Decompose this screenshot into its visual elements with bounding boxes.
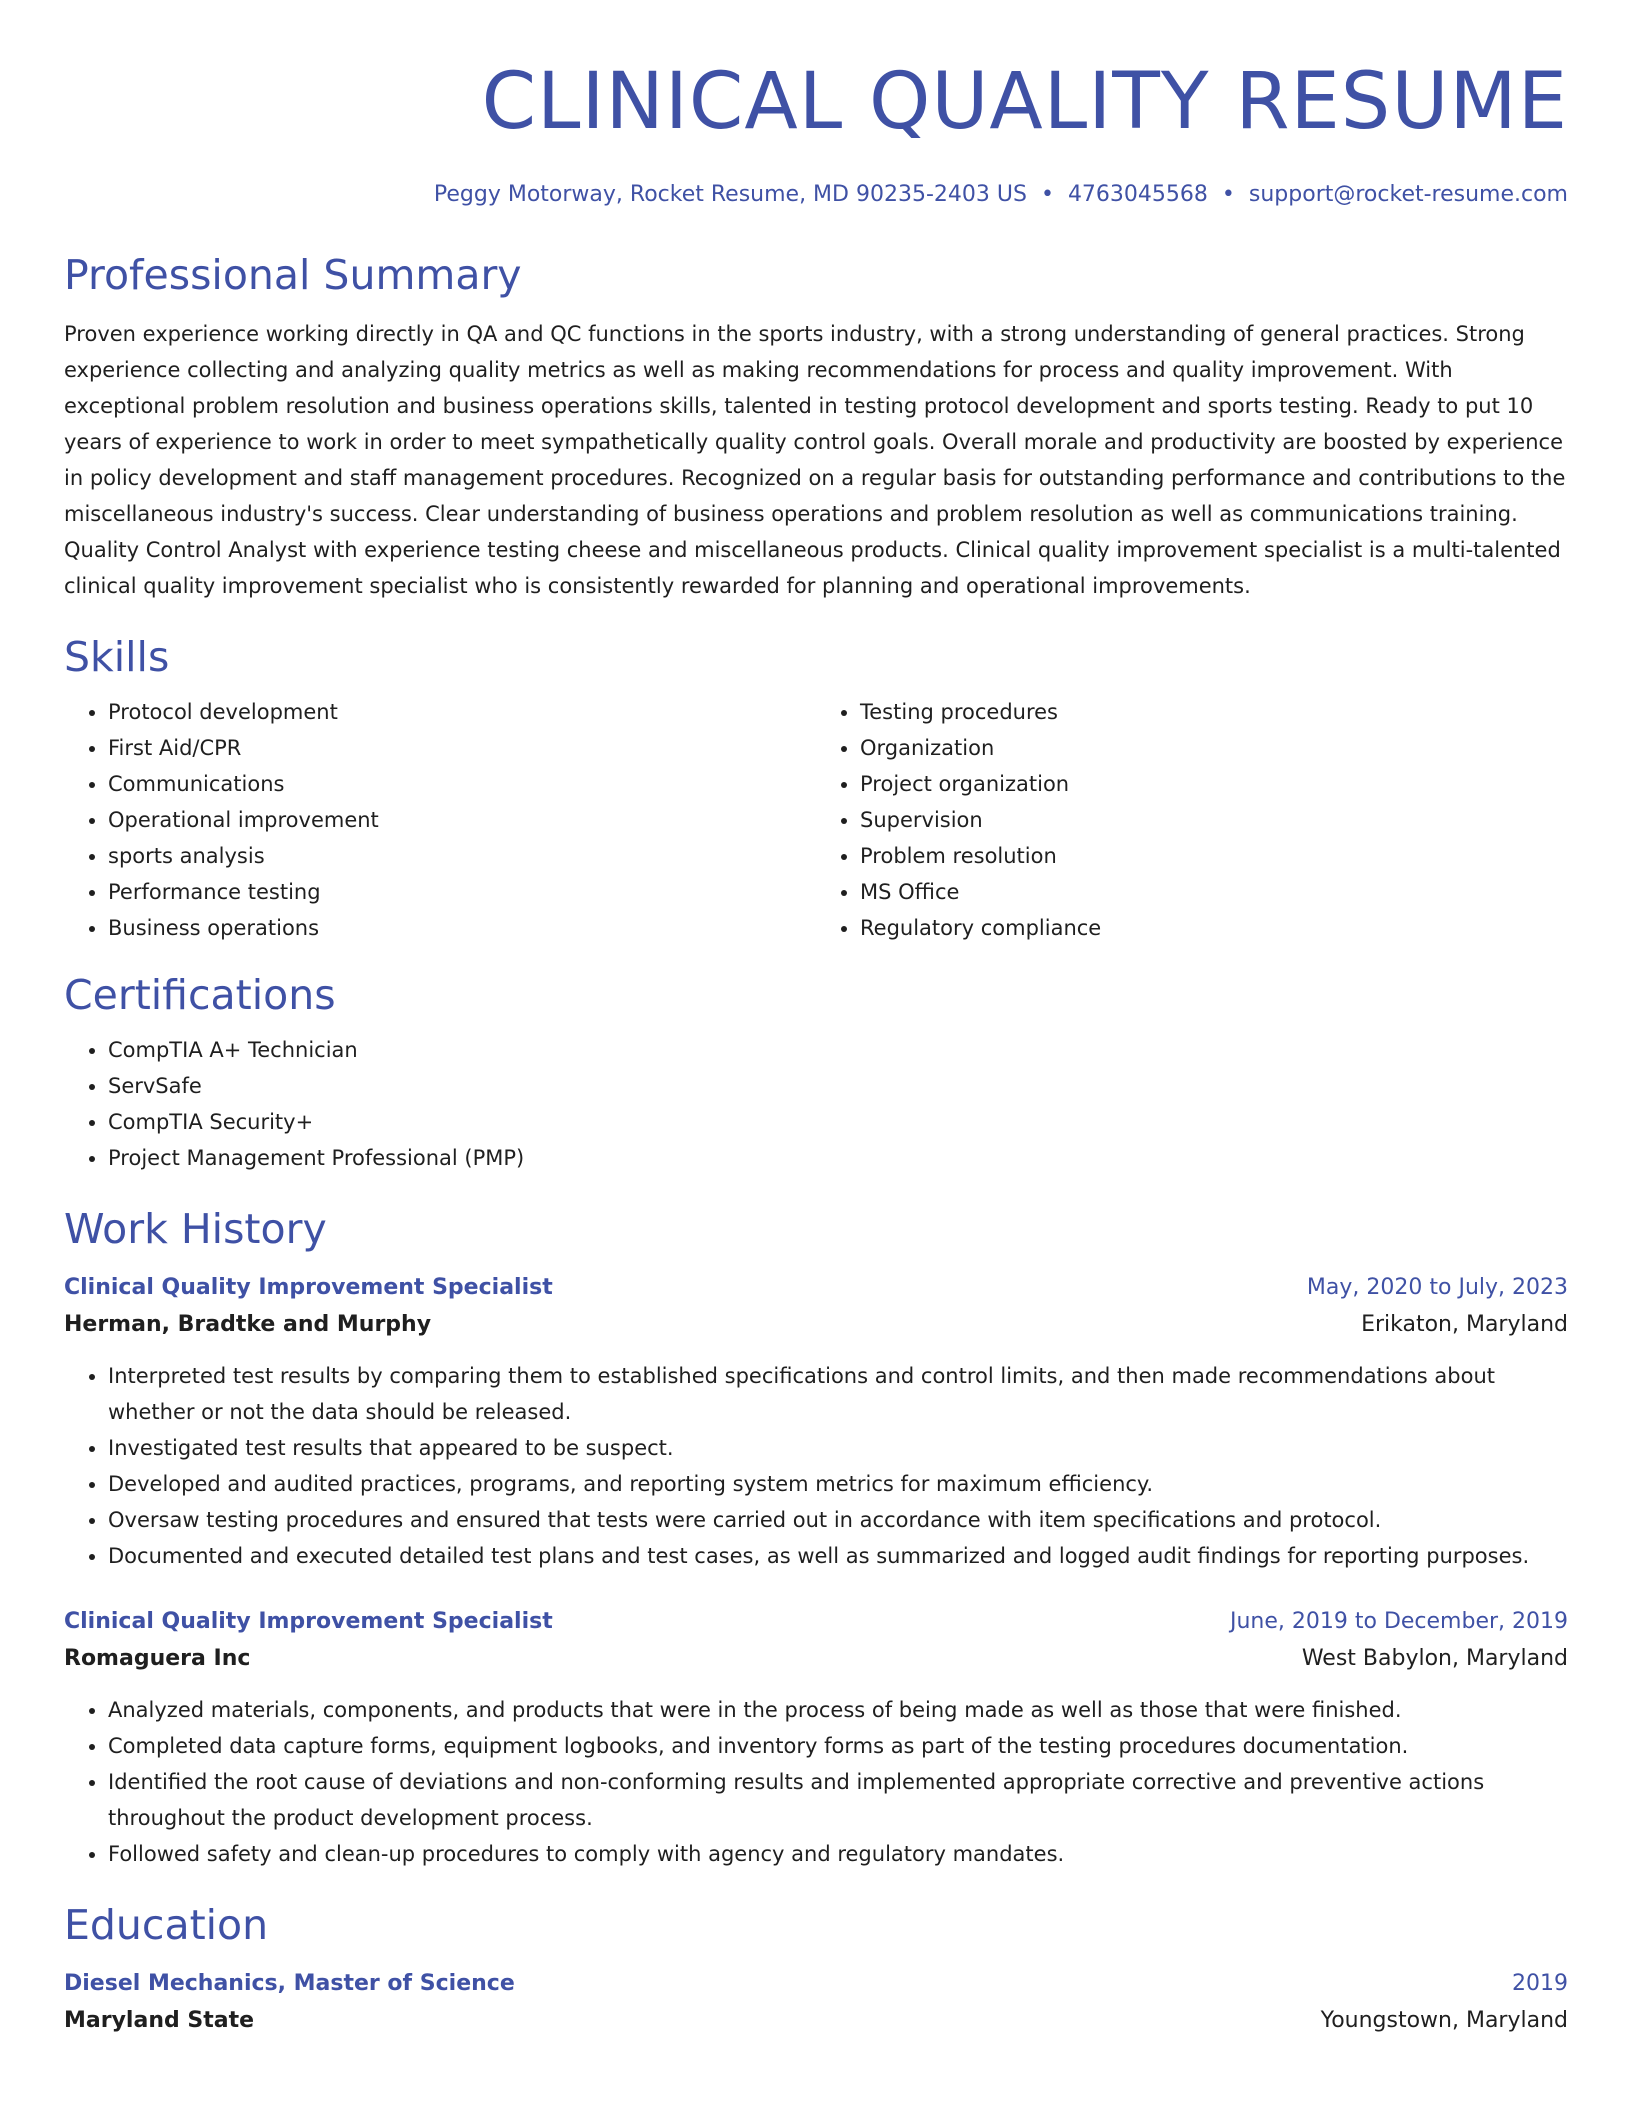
skill-item: • MS Office [860, 874, 1568, 910]
certification-item: • CompTIA Security+ [108, 1104, 1568, 1140]
skill-item: • Performance testing [108, 874, 816, 910]
job-title: Clinical Quality Improvement Specialist [64, 1275, 553, 1300]
resume-header [64, 0, 1568, 210]
skill-item: • Protocol development [108, 694, 816, 730]
job-bullet: • Oversaw testing procedures and ensured that tests were carried out in accordance with item specifications and protocol. [108, 1502, 1568, 1538]
certification-item: • ServSafe [108, 1068, 1568, 1104]
summary-heading: Professional Summary [64, 251, 522, 299]
job-title-row [64, 1270, 1568, 1306]
job-bullet: • Analyzed materials, components, and products that were in the process of being made as well as those that were finished. [108, 1692, 1568, 1728]
job-location: West Babylon, Maryland [1301, 1646, 1568, 1671]
contact-phone: 4763045568 [1067, 182, 1208, 207]
job-entry [64, 1270, 1568, 1574]
skills-list [64, 694, 1568, 946]
education-degree: Diesel Mechanics, Master of Science [64, 1971, 515, 1996]
job-bullet: • Identified the root cause of deviations and non-conforming results and implemented appropriate corrective and preventive actions throughout the product development process. [108, 1764, 1568, 1836]
education-school-row [64, 2002, 1568, 2040]
job-bullets [64, 1692, 1568, 1872]
work-history-heading: Work History [64, 1205, 327, 1253]
skill-item: • sports analysis [108, 838, 816, 874]
job-bullet: • Completed data capture forms, equipment logbooks, and inventory forms as part of the testing procedures documentation. [108, 1728, 1568, 1764]
skill-item: • Communications [108, 766, 816, 802]
job-bullets [64, 1358, 1568, 1574]
job-entry [64, 1604, 1568, 1872]
job-bullet: • Interpreted test results by comparing them to established specifications and control limits, and then made recommendations about whether or not the data should be released. [108, 1358, 1568, 1430]
contact-line [64, 180, 1568, 210]
job-bullet: • Investigated test results that appeared to be suspect. [108, 1430, 1568, 1466]
skill-item: • Organization [860, 730, 1568, 766]
skill-item: • Operational improvement [108, 802, 816, 838]
certifications-heading: Certifications [64, 971, 336, 1019]
certification-item: • CompTIA A+ Technician [108, 1032, 1568, 1068]
job-location: Erikaton, Maryland [1361, 1312, 1568, 1337]
contact-email: support@rocket-resume.com [1248, 182, 1568, 207]
education-school: Maryland State [64, 2008, 255, 2033]
skill-item: • Supervision [860, 802, 1568, 838]
skills-heading: Skills [64, 633, 170, 681]
skills-left-column [64, 694, 816, 946]
education-heading: Education [64, 1901, 269, 1949]
resume-name: CLINICAL QUALITY RESUME [481, 57, 1568, 147]
job-dates: May, 2020 to July, 2023 [1306, 1275, 1568, 1300]
skill-item: • Problem resolution [860, 838, 1568, 874]
job-dates: June, 2019 to December, 2019 [1229, 1609, 1568, 1634]
job-title-row [64, 1604, 1568, 1640]
job-title: Clinical Quality Improvement Specialist [64, 1609, 553, 1634]
contact-separator: • [1040, 182, 1054, 207]
certification-item: • Project Management Professional (PMP) [108, 1140, 1568, 1176]
skill-item: • First Aid/CPR [108, 730, 816, 766]
summary-text: Proven experience working directly in QA and QC functions in the sports industry, with a strong understanding of general practices. Strong experience collecting and analyzing quality metrics as well as making recommendations for process and quality improvement. With exceptional problem resolution and business operations skills, talented in testing protocol development and sports testing. Ready to put 10 years of experience to work in order to meet sympathetically quality control goals. Overall morale and productivity are boosted by experience in policy development and staff management procedures. Recognized on a regular basis for outstanding performance and contributions to the miscellaneous industry's success. Clear understanding of business operations and problem resolution as well as communications training. Quality Control Analyst with experience testing cheese and miscellaneous products. Clinical quality improvement specialist is a multi-talented clinical quality improvement specialist who is consistently rewarded for planning and operational improvements. [64, 322, 1566, 598]
skill-item: • Regulatory compliance [860, 910, 1568, 946]
education-entry [64, 1966, 1568, 2040]
education-degree-row [64, 1966, 1568, 2002]
skills-right-column [816, 694, 1568, 946]
skill-item: • Testing procedures [860, 694, 1568, 730]
contact-address: Peggy Motorway, Rocket Resume, MD 90235-2403 US [433, 182, 1027, 207]
job-company-row [64, 1306, 1568, 1344]
education-location: Youngstown, Maryland [1320, 2008, 1568, 2033]
job-bullet: • Followed safety and clean-up procedures to comply with agency and regulatory mandates. [108, 1836, 1568, 1872]
certifications-list [64, 1032, 1568, 1176]
job-bullet: • Documented and executed detailed test plans and test cases, as well as summarized and logged audit findings for reporting purposes. [108, 1538, 1568, 1574]
job-company-row [64, 1640, 1568, 1678]
skill-item: • Project organization [860, 766, 1568, 802]
education-year: 2019 [1512, 1971, 1568, 1996]
job-company: Romaguera Inc [64, 1646, 251, 1671]
contact-separator: • [1221, 182, 1235, 207]
job-bullet: • Developed and audited practices, programs, and reporting system metrics for maximum efficiency. [108, 1466, 1568, 1502]
job-company: Herman, Bradtke and Murphy [64, 1312, 432, 1337]
skill-item: • Business operations [108, 910, 816, 946]
